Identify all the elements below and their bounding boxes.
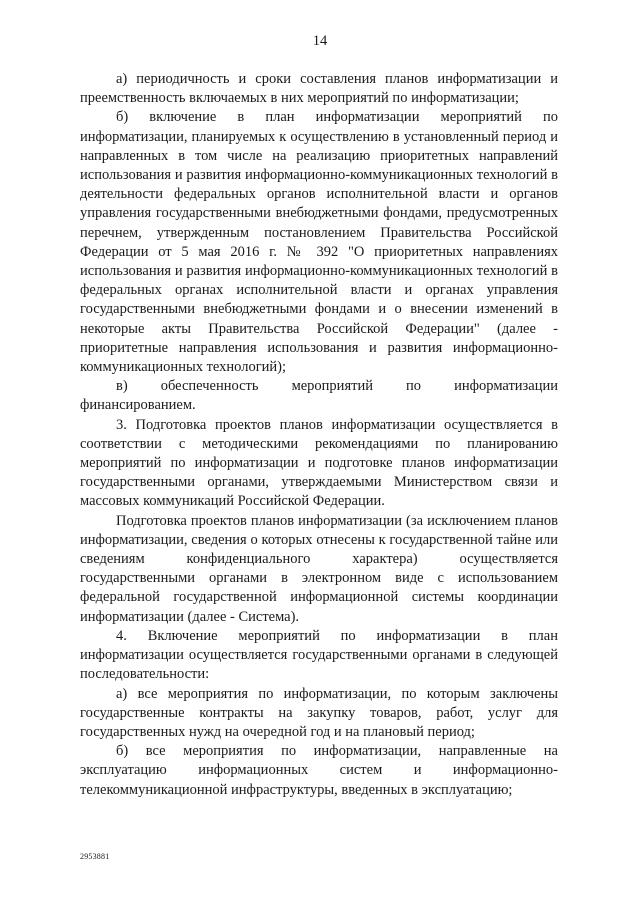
document-code: 2953881 (80, 852, 110, 861)
paragraph-2a: а) периодичность и сроки составления планов информатизации и преемственность включаемых в них мероприятий по информатизации; (80, 71, 558, 107)
paragraph-4b: б) все мероприятия по информатизации, направленные на эксплуатацию информационных систем и информационно-телекоммуникационной инфраструктуры, введенных в эксплуатацию; (80, 743, 558, 798)
document-body (80, 70, 558, 800)
paragraph-3: 3. Подготовка проектов планов информатизации осуществляется в соответствии с методическими рекомендациями по планированию мероприятий по информатизации и подготовке планов информатизации государственными органами, утверждаемыми Министерством связи и массовых коммуникаций Российской Федерации. (80, 416, 558, 510)
paragraph-2b: б) включение в план информатизации мероприятий по информатизации, планируемых к осуществлению в установленный период и направленных в том числе на реализацию приоритетных направлений использования и развития информационно-коммуникационных технологий в деятельности федеральных органов исполнительной власти и органов управления государственными внебюджетными фондами, предусмотренных перечнем, утвержденным постановлением Правительства Российской Федерации от 5 мая 2016 г. № 392 "О приоритетных направлениях использования и развития информационно-коммуникационных технологий в федеральных органах исполнительной власти и органах управления государственными внебюджетными фондами и о внесении изменений в некоторые акты Правительства Российской Федерации" (далее - приоритетные направления использования и развития информационно-коммуникационных технологий); (80, 109, 558, 376)
paragraph-4: 4. Включение мероприятий по информатизации в план информатизации осуществляется государственными органами в следующей последовательности: (80, 627, 558, 683)
paragraph-4a: а) все мероприятия по информатизации, по которым заключены государственные контракты на закупку товаров, работ, услуг для государственных нужд на очередной год и на плановый период; (80, 685, 558, 740)
paragraph-3-continued: Подготовка проектов планов информатизации (за исключением планов информатизации, сведения о которых отнесены к государственной тайне или сведениям конфиденциального характера) осуществляется государственными органами в электронном виде с использованием федеральной государственной информационной системы координации информатизации (далее - Система). (80, 512, 558, 625)
page-number: 14 (312, 33, 328, 49)
paragraph-2c: в) обеспеченность мероприятий по информатизации финансированием. (80, 378, 558, 414)
